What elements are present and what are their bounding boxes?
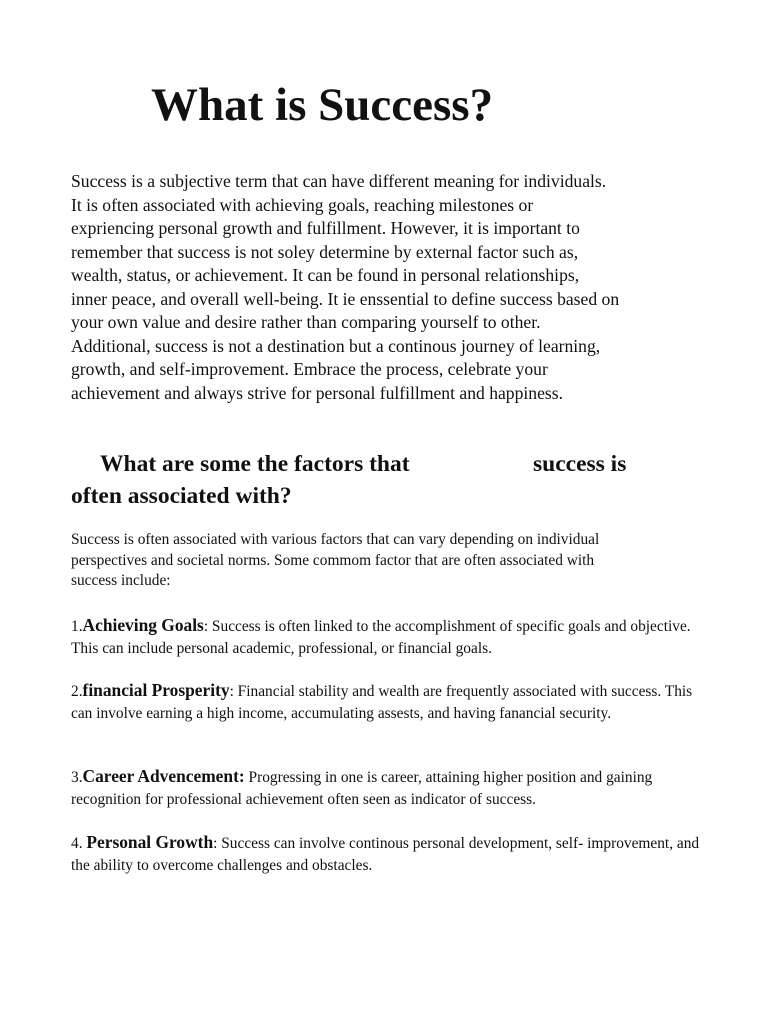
intro-line: wealth, status, or achievement. It can be found in personal relationships, [71,265,580,285]
factor-description: : Success is often linked to the accomplishment of specific goals [203,618,601,635]
factor-number: 3. [71,769,83,786]
intro-line: Success is a subjective term that can have different meaning for individuals. [71,171,607,191]
intro-line: Additional, success is not a destination but a continous journey of learning, [71,335,601,356]
factor-term: financial Prosperity [82,680,230,700]
factor-description-line: success. This can involve earning a high income, accumulating assests, and having [71,683,693,722]
factor-description-line: and objective. This can include personal academic, professional, or financial goals. [71,618,691,657]
factors-heading [71,448,711,512]
factor-description-line: gaining recognition for professional achievement often seen as indicator of success. [71,769,653,808]
factor-description-line: improvement, and the ability to overcome challenges and obstacles. [71,835,700,874]
factor-number: 4. [71,835,87,852]
factor-number: 1. [71,618,83,635]
intro-paragraph [71,170,711,405]
factors-heading-line2: often associated with? [71,483,292,509]
factors-intro-line: perspectives and societal norms. Some commom factor that are often associated with [71,551,595,569]
intro-line: your own value and desire rather than comparing yourself to other. [71,312,541,332]
factor-term: Achieving Goals [82,615,204,635]
factor-description-line: fanancial security. [499,704,612,722]
factor-description: Progressing in one is career, attaining higher position and [244,769,603,786]
intro-line: growth, and self-improvement. Embrace the process, celebrate your [71,359,548,379]
intro-line: It is often associated with achieving goals, reaching milestones or [71,194,534,215]
factor-item-financial-prosperity [71,680,711,724]
intro-line: achievement and always strive for personal fulfillment and happiness. [71,382,563,403]
intro-line: expriencing personal growth and fulfillment. However, it is important to [71,218,580,238]
factor-term: Career Advencement: [82,766,245,786]
factor-description: : Success can involve continous personal development, self- [213,835,584,852]
factors-intro-line: success include: [71,572,171,590]
factors-intro-paragraph [71,530,711,592]
factors-intro-line: Success is often associated with various factors that can vary depending on individual [71,531,600,548]
factor-description: : Financial stability and wealth are frequently associated with [229,683,608,700]
factors-heading-part2: success is [533,451,627,477]
intro-line: remember that success is not soley determine by external factor such as, [71,241,579,262]
factor-number: 2. [71,683,83,700]
factor-term: Personal Growth [86,832,214,852]
factor-item-achieving-goals [71,615,711,659]
page-title: What is Success? [151,79,494,131]
factor-item-personal-growth [71,832,711,876]
intro-line: inner peace, and overall well-being. It ie enssential to define success based on [71,288,620,309]
factors-heading-part1: What are some the factors that [100,451,410,477]
factor-item-career-advencement [71,766,711,810]
